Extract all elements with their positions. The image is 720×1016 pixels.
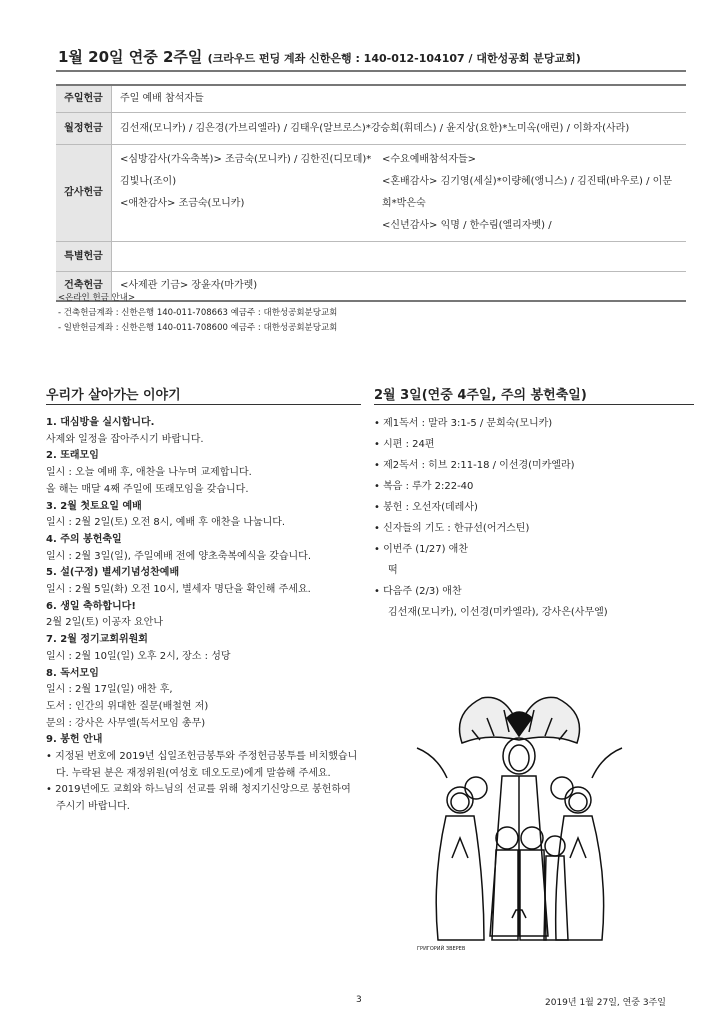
schedule-item: • 이번주 (1/27) 애찬 [374,544,468,555]
story-line: 일시 : 오늘 예배 후, 애찬을 나누며 교제합니다. [46,467,252,479]
story-line: 문의 : 강사은 사무엘(독서모임 총무) [46,717,206,729]
online-account-general: - 일반헌금계좌 : 신한은행 140-011-708600 예금주 : 대한성공회분당교회 [58,323,338,333]
offering-value [112,241,687,271]
schedule-item: • 제1독서 : 말라 3:1-5 / 문희숙(모니카) [374,418,553,429]
page-title [58,46,581,67]
story-bullet: • 2019년에도 교회와 하느님의 선교를 위해 청지기신앙으로 봉헌하여 주시기 바랍니다. [46,784,351,813]
online-offering-info [58,291,337,336]
story-heading: 6. 생일 축하합니다! [46,600,136,612]
offering-row-gratitude [56,144,686,241]
schedule-next-week: • 다음주 (2/3) 애찬 [374,586,462,597]
offering-table [56,84,686,302]
schedule-item: • 신자들의 기도 : 한규선(어거스틴) [374,523,530,534]
online-account-building: - 건축헌금계좌 : 신한은행 140-011-708663 예금주 : 대한성공회분당교회 [58,308,338,318]
offering-label: 건축헌금 [56,271,112,301]
gratitude-line: <신년감사> 익명 / 한수림(엘리자벳) / [382,219,552,231]
page-number: 3 [356,995,362,1005]
gratitude-line: <수요예배참석자들> [382,153,477,165]
illustration-signature: ГРИГОРИЙ ЗВЕРЕВ [417,946,466,952]
story-heading: 8. 독서모임 [46,667,99,679]
gratitude-line: 김빛나(조이) [120,175,177,187]
title-main: 1월 20일 연중 2주일 [58,48,203,66]
schedule-item: • 제2독서 : 히브 2:11-18 / 이선경(미카엘라) [374,460,575,471]
story-line: 2월 2일(토) 이공자 요안나 [46,617,164,629]
schedule-title: 2월 3일(연중 4주일, 주의 봉헌축일) [374,388,587,403]
offering-value: 주일 예배 참석자들 [112,85,687,112]
story-heading: 5. 설(구정) 별세기념성찬예배 [46,567,180,579]
schedule-item: • 복음 : 루가 2:22-40 [374,481,474,492]
offering-value: 김선재(모니카) / 김은경(가브리엘라) / 김태우(알브로스)*강승희(휘데스) / 윤지상(요한)*노미옥(애린) / 이화자(사라) [112,112,687,144]
gratitude-line: <혼배감사> 김기영(세실)*이량혜(앵니스) / 김진태(바우로) / 이문 [382,175,672,187]
story-heading: 1. 대심방을 실시합니다. [46,417,155,428]
story-heading: 2. 또래모임 [46,450,99,462]
title-account: (크라우드 펀딩 계좌 신한은행 : 140-012-104107 / 대한성공회 분당교회) [207,52,581,65]
story-line: 일시 : 2월 5일(화) 오전 10시, 별세자 명단을 확인해 주세요. [46,584,311,596]
title-divider [56,70,686,72]
offering-label: 감사헌금 [56,144,112,241]
schedule-section [374,413,694,623]
gratitude-line: <애찬감사> 조금숙(모니카) [120,197,245,209]
gratitude-line: <심방감사(가옥축복)> 조금숙(모니카) / 김한진(디모데)* [120,153,372,165]
offering-row-sunday [56,85,686,112]
story-line: 일시 : 2월 17일(일) 애찬 후, [46,684,173,696]
holy-family-illustration [412,688,627,953]
story-line: 일시 : 2월 2일(토) 오전 8시, 예배 후 애찬을 나눕니다. [46,517,286,529]
story-section [46,415,361,816]
schedule-item: • 시편 : 24편 [374,439,435,450]
story-bullet: • 지정된 번호에 2019년 십일조헌금봉투와 주정헌금봉투를 비치했습니다. 누락된 분은 재정위원(여성호 데오도로)에게 말씀해 주세요. [46,751,358,779]
story-line: 사제와 일정을 잡아주시기 바랍니다. [46,433,204,445]
story-heading: 4. 주의 봉헌축일 [46,533,122,545]
offering-row-special [56,241,686,271]
footer-date: 2019년 1월 27일, 연중 3주일 [545,998,666,1008]
offering-row-monthly [56,112,686,144]
story-divider [46,404,361,405]
story-heading: 9. 봉헌 안내 [46,734,103,746]
story-line: 일시 : 2월 3일(일), 주일예배 전에 양초축복예식을 갖습니다. [46,550,312,562]
offering-label: 월정헌금 [56,112,112,144]
story-line: 도서 : 인간의 위대한 질문(배철현 저) [46,700,209,712]
offering-label: 주일헌금 [56,85,112,112]
online-title: <온라인 헌금 안내> [58,293,136,303]
schedule-divider [374,404,694,405]
story-line: 올 해는 매달 4째 주일에 또래모임을 갖습니다. [46,483,249,495]
offering-label: 특별헌금 [56,241,112,271]
offering-value [112,144,687,241]
offering-value: <사제관 기금> 장윤자(마가렛) [112,271,687,301]
story-heading: 7. 2월 정기교회위원회 [46,634,148,646]
schedule-item: • 봉헌 : 오선자(데레사) [374,502,478,513]
story-title: 우리가 살아가는 이야기 [46,388,181,403]
gratitude-line: 희*박은숙 [382,197,426,209]
story-line: 일시 : 2월 10일(일) 오후 2시, 장소 : 성당 [46,650,231,662]
schedule-this-week-food: 떡 [388,565,398,576]
story-heading: 3. 2월 첫토요일 예배 [46,500,142,512]
schedule-next-names: 김선재(모니카), 이선경(미카엘라), 강사은(사무엘) [388,607,608,618]
